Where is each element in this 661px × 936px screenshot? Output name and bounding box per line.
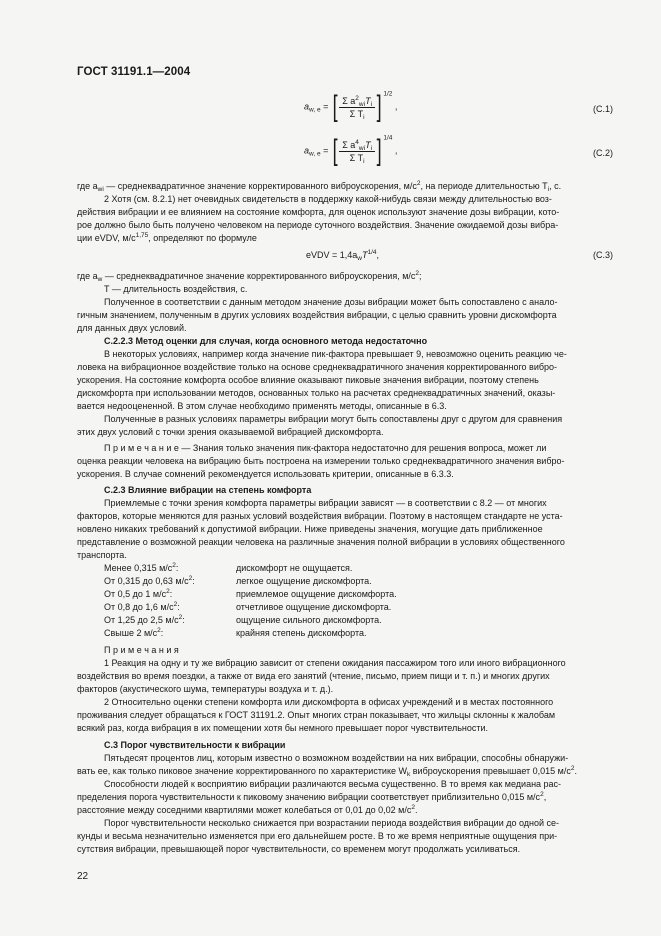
paragraph-line: этих двух условий с точки зрения оказываемой вибрацией дискомфорта.: [77, 427, 384, 437]
comfort-reaction: отчетливое ощущение дискомфорта.: [236, 602, 392, 612]
notes-label: П р и м е ч а н и я: [104, 645, 179, 655]
document-header: ГОСТ 31191.1—2004: [77, 66, 191, 78]
note-line: всякий раз, когда вибрация в их помещении хотя бы немного превышает порог чувствительности.: [77, 723, 489, 733]
page-number: 22: [77, 871, 89, 882]
equation-c2-number: (C.2): [593, 148, 613, 158]
paragraph-line: 2 Хотя (см. 8.2.1) нет очевидных свидетельств в поддержку какой-нибудь связи между длительностью воз-: [104, 194, 552, 204]
paragraph-line: Приемлемые с точки зрения комфорта параметры вибрации зависят — в соответствии с 8.2 — от многих: [104, 498, 547, 508]
left-bracket: [: [332, 134, 338, 167]
paragraph-line: пределения порога чувствительности к пиковому значению вибрации соответствует приблизительно 0,015 $м/с^2$,: [77, 791, 547, 802]
paragraph-line: сутствия вибрации, превышающей порог чувствительности, со временем могут продолжать усиливаться.: [77, 844, 521, 854]
comfort-reaction: легкое ощущение дискомфорта.: [236, 576, 372, 586]
note-line: ускорения. В случае сомнений рекомендуется использовать критерии, описанные в 6.3.3.: [77, 469, 454, 479]
note-line: факторов (акустического шума, температуры воздуха и т. д.).: [77, 684, 334, 694]
section-heading: C.3 Порог чувствительности к вибрации: [104, 740, 286, 750]
paragraph-line: ловека на вибрационное воздействие только на основе среднеквадратичного значения корректированного вибро-: [77, 362, 558, 372]
note-line: 2 Относительно оценки степени комфорта или дискомфорта в офисах учреждений и в местах постоянного: [104, 697, 554, 707]
comfort-range: От 0,8 до 1,6 $м/с^2$:: [104, 601, 180, 612]
equation-c2-fraction: $\frac{\Sigma a^4_{wi}T_i}{\Sigma T_i}$: [339, 140, 375, 163]
left-bracket: [: [332, 90, 338, 123]
equation-c2: $a_{w, e}$ = [ $\frac{\Sigma a^4_{wi}T_i}{\Sigma T_i}$ ] $^{1/4}$ ,: [304, 134, 398, 167]
comfort-range: Менее 0,315 $м/с^2$:: [104, 562, 179, 573]
note-line: проживания следует обращаться к ГОСТ 31191.2. Опыт многих стран показывает, что жильцы склонны к жалобам: [77, 710, 556, 720]
section-heading: C.2.2.3 Метод оценки для случая, когда основного метода недостаточно: [104, 336, 428, 346]
paragraph-line: вать ее, как только пиковое значение корректированного по характеристике $W_k$ виброускорения превышает 0,015 $м/с^2$.: [77, 765, 578, 778]
comfort-range: От 0,5 до 1 $м/с^2$:: [104, 588, 173, 599]
comfort-range: Свыше 2 $м/с^2$:: [104, 627, 164, 638]
paragraph-line: дискомфорта при использовании методов, основанных только на расчетах среднеквадратичных значений, оказы-: [77, 388, 556, 398]
paragraph-line: ускорения. На состояние комфорта особое влияние оказывают пиковые значения вибрации, поэтому степень: [77, 375, 539, 385]
paragraph-line: для данных двух условий.: [77, 323, 187, 333]
where-clause-2: где $a_w$ — среднеквадратичное значение корректированного виброускорения, $м/с^2$;: [77, 270, 422, 283]
equation-c1-number: (C.1): [593, 104, 613, 114]
equation-c3-number: (C.3): [593, 250, 613, 260]
paragraph-line: Способности людей к восприятию вибрации различаются весьма существенно. В то время как медиана рас-: [104, 779, 562, 789]
paragraph-line: Полученные в разных условиях параметры вибрации могут быть сопоставлены друг с другом для сравнения: [104, 414, 563, 424]
paragraph-line: новлено никаких требований к допустимой вибрации. Ниже приведены значения, могущие дать приближенное: [77, 524, 543, 534]
note-line: оценка реакции человека на вибрацию быть построена на измерении только среднеквадратичного значения вибро-: [77, 456, 565, 466]
paragraph-line: Полученное в соответствии с данным методом значение дозы вибрации может быть сопоставлено с анало-: [104, 297, 558, 307]
comfort-reaction: ощущение сильного дискомфорта.: [236, 615, 382, 625]
note-line: воздействия во время поездки, а также от вида его занятий (чтение, письмо, прием пищи и т. п.) и многих других: [77, 671, 550, 681]
right-bracket: ]: [376, 90, 382, 123]
paragraph-line: Порог чувствительности несколько снижается при возрастании периода воздействия вибрации до одной се-: [104, 818, 560, 828]
paragraph-line: представление о возможной реакции человека на различные значения полной вибрации в условиях общественного: [77, 537, 565, 547]
paragraph-line: В некоторых условиях, например когда значение пик-фактора превышает 9, невозможно оценить реакцию че-: [104, 349, 567, 359]
where-clause-t: T — длительность воздействия, с.: [104, 284, 248, 294]
paragraph-line: расстояние между соседними квартилями может колебаться от 0,01 до 0,02 $м/с^2$.: [77, 804, 418, 815]
comfort-reaction: дискомфорт не ощущается.: [236, 563, 353, 573]
where-clause-1: где $a_{wi}$ — среднеквадратичное значение корректированного виброускорения, $м/с^2$, на периоде длительностью $T_i$, c.: [77, 180, 562, 193]
paragraph-line: Пятьдесят процентов лиц, которым известно о возможном воздействии на них вибрации, способны обнаружи-: [104, 753, 569, 763]
right-bracket: ]: [376, 134, 382, 167]
comfort-reaction: крайняя степень дискомфорта.: [236, 628, 367, 638]
paragraph-line: транспорта.: [77, 550, 127, 560]
paragraph-line: ции eVDV, $м/с^{1,75}$, определяют по формуле: [77, 232, 257, 243]
note-line: П р и м е ч а н и е — Знания только значения пик-фактора недостаточно для решения вопроса, может ли: [104, 443, 547, 453]
paragraph-line: вается недооцененной. В этом случае необходимо применять методы, описанные в 6.3.: [77, 401, 447, 411]
section-heading: C.2.3 Влияние вибрации на степень комфорта: [104, 485, 312, 495]
equation-c1: $a_{w, e}$ = [ $\frac{\Sigma a^2_{wi}T_i}{\Sigma T_i}$ ] $^{1/2}$ ,: [304, 90, 398, 123]
equation-c3: eVDV = $1,4a_wT^{1/4}$,: [306, 249, 380, 262]
comfort-range: От 0,315 до 0,63 $м/с^2$:: [104, 575, 195, 586]
note-line: 1 Реакция на одну и ту же вибрацию зависит от степени ожидания пассажиром того или иного вибрационного: [104, 658, 566, 668]
paragraph-line: гичным значением, полученным в других условиях воздействия вибрации, с целью сравнить уровни дискомфорта: [77, 310, 557, 320]
paragraph-line: факторов, которые меняются для разных условий воздействия вибрации. Поэтому в настоящем стандарте не уста-: [77, 511, 563, 521]
comfort-reaction: приемлемое ощущение дискомфорта.: [236, 589, 397, 599]
comfort-range: От 1,25 до 2,5 $м/с^2$:: [104, 614, 185, 625]
paragraph-line: действия вибрации и ее влиянием на состояние комфорта, для оценок используют значение дозы вибрации, кото-: [77, 207, 560, 217]
paragraph-line: кунды и весьма незначительно изменяется при его дальнейшем росте. В то же время неприятные ощущения при-: [77, 831, 558, 841]
paragraph-line: рое должно было быть получено человеком на периоде суточного воздействия. Значение ожидаемой дозы вибра-: [77, 220, 559, 230]
equation-c1-fraction: $\frac{\Sigma a^2_{wi}T_i}{\Sigma T_i}$: [339, 96, 375, 119]
